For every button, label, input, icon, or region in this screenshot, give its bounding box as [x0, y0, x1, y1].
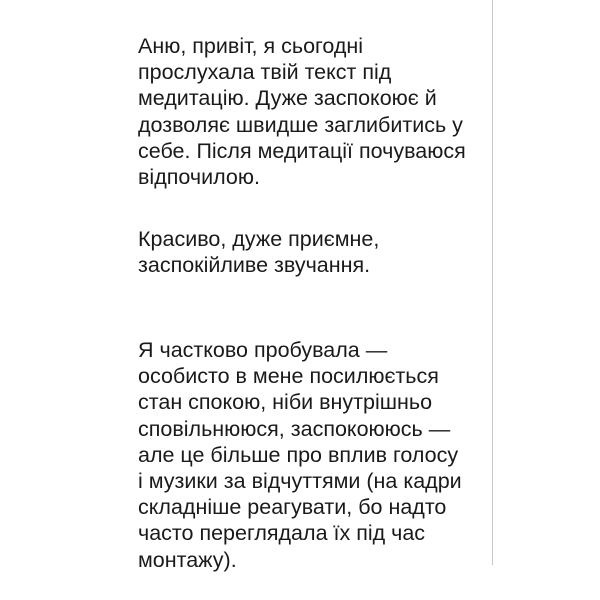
text-line: Красиво, дуже приємне, — [138, 227, 380, 251]
text-line: і музики за відчуттями (на кадри — [138, 469, 462, 494]
text-line: себе. Після медитації почуваюся — [138, 138, 466, 163]
text-line: особисто в мене посилюється — [138, 364, 439, 389]
vertical-divider — [492, 0, 493, 565]
text-line: але це більше про вплив голосу — [138, 442, 459, 467]
text-line: заспокійливе звучання. — [138, 253, 371, 278]
text-line: Я частково пробувала — — [138, 338, 388, 362]
text-line: складніше реагувати, бо надто — [138, 495, 447, 520]
text-line: дозволяє швидше заглибитись у — [138, 112, 463, 137]
text-line: сповільнююся, заспокоююсь — — [138, 416, 451, 441]
text-line: стан спокою, ніби внутрішньо — [138, 390, 433, 415]
message-paragraph-1 — [138, 33, 466, 190]
text-line: часто переглядала їх під час — [138, 521, 426, 546]
text-line: монтажу). — [138, 547, 237, 572]
text-line: відпочилою. — [138, 165, 260, 190]
message-paragraph-3 — [138, 337, 462, 573]
text-line: Аню, привіт, я сьогодні — [138, 34, 364, 58]
message-paragraph-2 — [138, 226, 379, 278]
text-line: прослухала твій текст під — [138, 60, 392, 85]
text-line: медитацію. Дуже заспокоює й — [138, 86, 437, 111]
